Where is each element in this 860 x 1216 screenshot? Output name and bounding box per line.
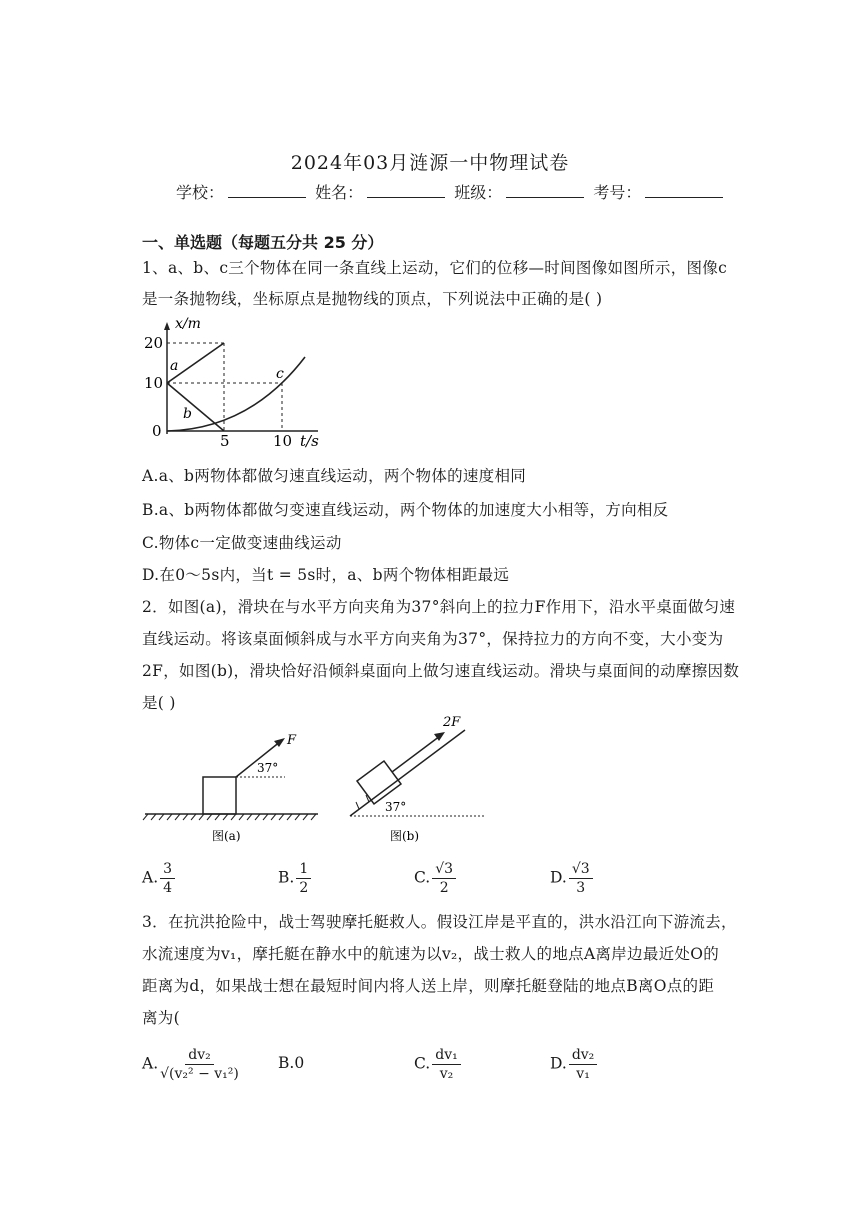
q2-figure-a: [140, 728, 325, 848]
q2-line1: 2．如图(a)，滑块在与水平方向夹角为37°斜向上的拉力F作用下，沿水平桌面做匀速: [142, 598, 736, 616]
label-a: a: [170, 358, 179, 374]
page-title: 2024年03月涟源一中物理试卷: [290, 152, 570, 174]
fraction: [569, 1046, 597, 1083]
q2-figure-b: [345, 712, 495, 848]
q1-option-b: B.a、b两物体都做匀变速直线运动，两个物体的加速度大小相等，方向相反: [142, 501, 669, 519]
x-axis-label: t/s: [300, 432, 319, 450]
q3-line1: 3．在抗洪抢险中，战士驾驶摩托艇救人。假设江岸是平直的，洪水沿江向下游流去，: [142, 913, 737, 931]
option-label: C.: [414, 868, 431, 887]
numerator: dv₁: [432, 1046, 460, 1065]
y-tick-0: 0: [152, 422, 162, 440]
q1-option-c: C.物体c一定做变速曲线运动: [142, 534, 342, 552]
x-tick-10: 10: [273, 432, 293, 450]
section-heading: 一、单选题（每题五分共 25 分）: [142, 233, 384, 252]
option-label: D.: [550, 1054, 567, 1073]
denominator: v₁: [576, 1066, 590, 1082]
q3-line4: 离为(: [142, 1009, 180, 1027]
fraction: [160, 860, 175, 897]
numerator: √3: [569, 860, 593, 879]
caption-b: 图(b): [390, 829, 420, 843]
q2-line4: 是( ): [142, 694, 176, 712]
force-label: F: [287, 733, 297, 748]
label-c: c: [276, 366, 284, 382]
q1-line1: 1、a、b、c三个物体在同一条直线上运动，它们的位移—时间图像如图所示，图像c: [142, 259, 728, 277]
force-label: 2F: [443, 715, 461, 730]
y-axis-arrow: [164, 322, 170, 330]
q3-line3: 距离为d，如果战士想在最短时间内将人送上岸，则摩托艇登陆的地点B离O点的距: [142, 977, 715, 995]
numerator: 1: [296, 860, 311, 879]
q3-option-c: [414, 1046, 461, 1083]
option-label: B.: [278, 868, 295, 887]
q2-line2: 直线运动。将该桌面倾斜成与水平方向夹角为37°，保持拉力的方向不变，大小变为: [142, 630, 724, 648]
q3-option-b: B.0: [278, 1054, 305, 1072]
q3-option-d: [550, 1046, 597, 1083]
angle-label: 37°: [257, 761, 279, 775]
exam-no-label: 考号：: [593, 183, 642, 202]
numerator: dv₂: [569, 1046, 597, 1065]
y-tick-20: 20: [144, 334, 164, 352]
ground-hatching: [143, 814, 316, 820]
exam-no-blank: [645, 183, 723, 198]
q3-option-a: [142, 1046, 239, 1083]
fraction: [160, 1046, 239, 1083]
block: [203, 777, 236, 814]
name-blank: [367, 183, 445, 198]
option-label: A.: [142, 868, 159, 887]
x-tick-5: 5: [220, 432, 230, 450]
option-label: C.: [414, 1054, 431, 1073]
denominator: v₂: [439, 1066, 454, 1082]
name-label: 姓名：: [315, 183, 364, 202]
denominator: 4: [163, 880, 173, 896]
fraction: [296, 860, 311, 897]
denominator: 2: [299, 880, 309, 896]
numerator: √3: [432, 860, 456, 879]
y-axis-label: x/m: [175, 316, 201, 332]
numerator: 3: [160, 860, 175, 879]
angle-label: 37°: [385, 800, 407, 814]
option-label: A.: [142, 1054, 159, 1073]
y-tick-10: 10: [144, 374, 164, 392]
denominator: 2: [439, 880, 449, 896]
fraction: [432, 860, 456, 897]
school-blank: [228, 183, 306, 198]
class-label: 班级：: [454, 183, 503, 202]
school-label: 学校：: [176, 183, 225, 202]
caption-a: 图(a): [212, 829, 241, 843]
fraction: [569, 860, 593, 897]
student-info-row: [176, 180, 727, 203]
denominator: 3: [576, 880, 586, 896]
option-label: D.: [550, 868, 567, 887]
q3-line2: 水流速度为v₁，摩托艇在静水中的航速为以v₂，战士救人的地点A离岸边最近处O的: [142, 945, 720, 963]
numerator: dv₂: [185, 1046, 213, 1065]
q2-line3: 2F，如图(b)，滑块恰好沿倾斜桌面向上做匀速直线运动。滑块与桌面间的动摩擦因数: [142, 662, 740, 680]
q1-line2: 是一条抛物线，坐标原点是抛物线的顶点，下列说法中正确的是( ): [142, 290, 603, 308]
q2-option-a: [142, 860, 175, 897]
denominator: √(v₂² − v₁²): [160, 1066, 239, 1082]
q1-option-d: D.在0～5s内，当t = 5s时，a、b两个物体相距最远: [142, 566, 510, 584]
q2-option-c: [414, 860, 456, 897]
q2-option-d: [550, 860, 593, 897]
class-blank: [506, 183, 584, 198]
q1-option-a: A.a、b两物体都做匀速直线运动，两个物体的速度相同: [142, 467, 527, 485]
fraction: [432, 1046, 460, 1083]
q2-option-b: [278, 860, 311, 897]
label-b: b: [183, 406, 192, 422]
q1-xt-graph: [140, 312, 340, 452]
